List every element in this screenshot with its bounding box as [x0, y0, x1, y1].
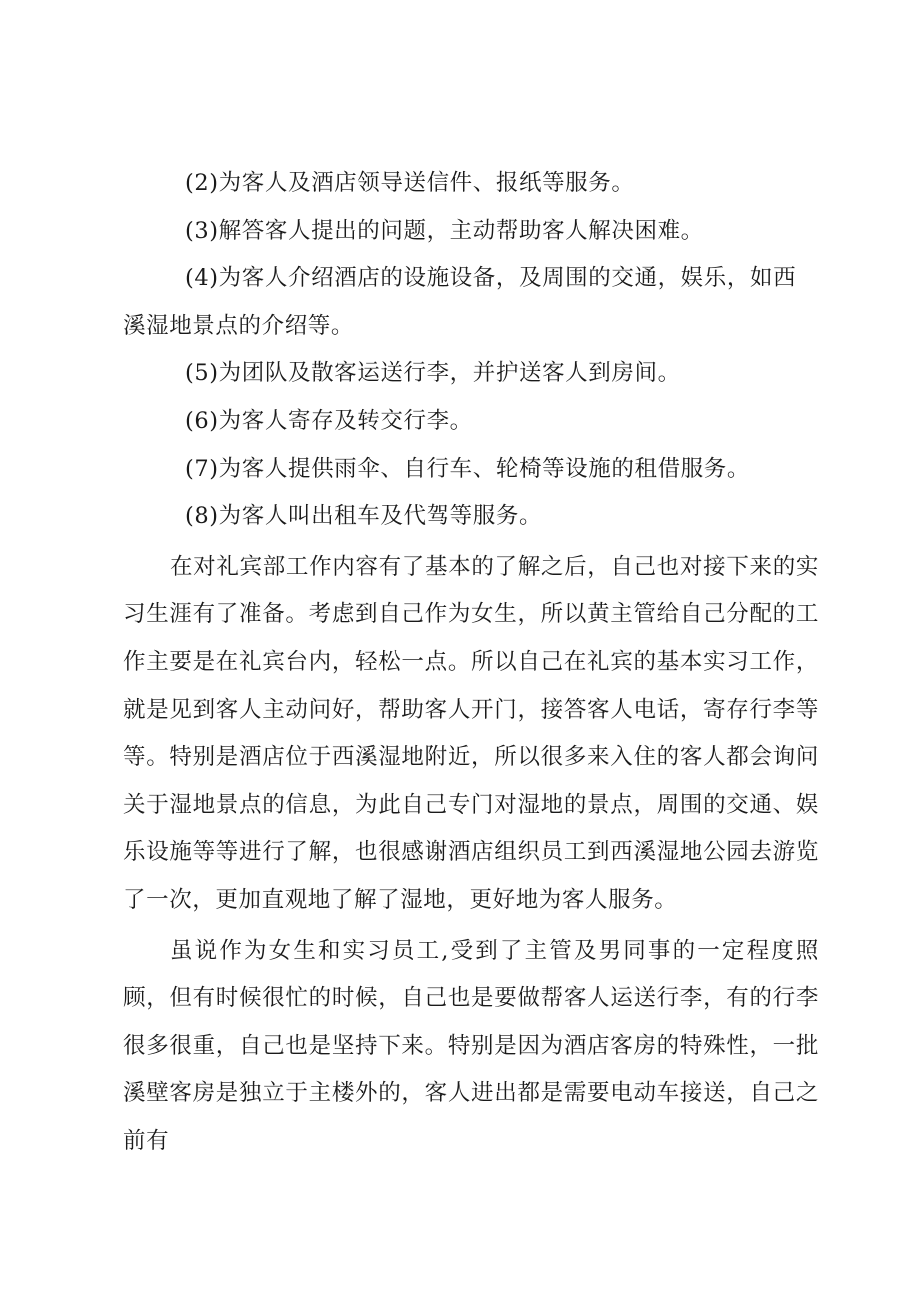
list-item: (5)为团队及散客运送行李，并护送客人到房间。	[185, 360, 681, 387]
list-item: (4)为客人介绍酒店的设施设备，及周围的交通，娱乐，如西溪湿地景点的介绍等。	[123, 265, 797, 339]
document-body	[123, 160, 819, 1165]
body-paragraph: 虽说作为女生和实习员工,受到了主管及男同事的一定程度照顾，但有时候很忙的时候，自己也是要做帮客人运送行李，有的行李很多很重，自己也是坚持下来。特别是因为酒店客房的特殊性，一批溪壁客房是独立于主楼外的，客人进出都是需要电动车接送，自己之前有	[123, 937, 819, 1154]
list-item: (8)为客人叫出租车及代驾等服务。	[185, 503, 543, 530]
list-item: (7)为客人提供雨伞、自行车、轮椅等设施的租借服务。	[185, 455, 750, 482]
list-item: (2)为客人及酒店领导送信件、报纸等服务。	[185, 170, 635, 196]
list-item: (6)为客人寄存及转交行李。	[185, 407, 473, 434]
body-paragraph: 在对礼宾部工作内容有了基本的了解之后，自己也对接下来的实习生涯有了准备。考虑到自己作为女生，所以黄主管给自己分配的工作主要是在礼宾台内，轻松一点。所以自己在礼宾的基本实习工作，就是见到客人主动问好，帮助客人开门，接答客人电话，寄存行李等等。特别是酒店位于西溪湿地附近，所以很多来入住的客人都会询问关于湿地景点的信息，为此自己专门对湿地的景点，周围的交通、娱乐设施等等进行了解，也很感谢酒店组织员工到西溪湿地公园去游览了一次，更加直观地了解了湿地，更好地为客人服务。	[123, 553, 819, 913]
list-item: (3)解答客人提出的问题，主动帮助客人解决困难。	[185, 217, 704, 244]
